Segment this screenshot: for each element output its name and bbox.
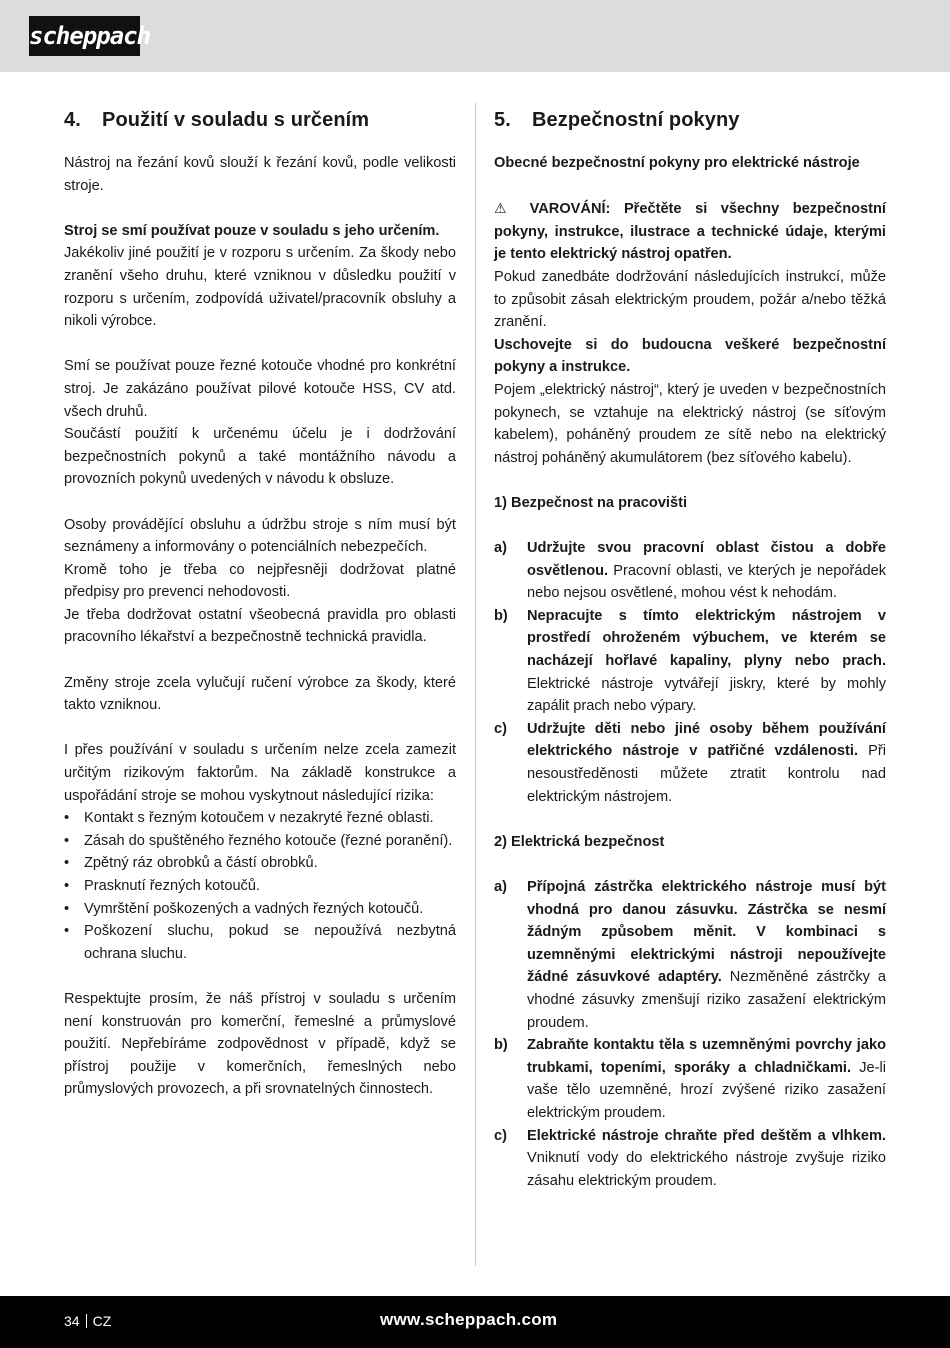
website-link[interactable]: www.scheppach.com [380,1310,558,1329]
paragraph: Jakékoliv jiné použití je v rozporu s určením. Za škody nebo zranění všeho druhu, které vzniknou v důsledku použití v rozporu s určením, zodpovídá uživatel/pracovník obsluhy a nikoli výrobce. [64,245,456,330]
paragraph-bold: Stroj se smí používat pouze v souladu s jeho určením. [64,222,440,239]
right-column [494,108,886,1192]
section-5-heading [494,108,886,132]
item-text: Vniknutí vody do elektrického nástroje zvyšuje riziko zásahu elektrickým proudem. [527,1150,886,1189]
warning-text: VAROVÁNÍ: Přečtěte si všechny bezpečnostní pokyny, instrukce, ilustrace a technické údaje, kterými je tento elektrický nástroj opatřen. [494,201,886,263]
item-label: a) [494,540,507,557]
item-bold-text: Nepracujte s tímto elektrickým nástrojem v prostředí ohroženém výbuchem, ve kterém se nacházejí hořlavé kapaliny, plyny nebo prach. [527,607,886,670]
item-text: Nezměněné zástrčky a vhodné zásuvky zmenšují riziko zasažení elektrickým proudem. [527,969,886,1031]
item-bold-text: Udržujte svou pracovní oblast čistou a dobře osvětlenou. [527,540,886,579]
subsection-title: 2) Elektrická bezpečnost [494,833,665,850]
footer-bar [0,1296,950,1348]
item-bold-text: Elektrické nástroje chraňte před deštěm a vlhkem. [527,1127,886,1144]
section-title: Bezpečnostní pokyny [532,109,740,131]
paragraph: Osoby provádějící obsluhu a údržbu stroje s ním musí být seznámeny a informovány o potenciálních nebezpečích. [64,516,456,556]
warning-paragraph [494,197,886,266]
list-item: • Vymrštění poškozených a vadných řezných kotoučů. [64,898,456,921]
section-number: 4. [64,109,81,131]
separator [86,1314,87,1328]
list-item: • Kontakt s řezným kotoučem v nezakryté řezné oblasti. [64,807,456,830]
list-item [494,876,886,1034]
section-4-heading [64,108,456,132]
left-column [64,108,456,1101]
page-number [64,1311,111,1331]
warning-icon: ⚠ [494,200,517,217]
paragraph: Kromě toho je třeba co nejpřesněji dodržovat platné předpisy pro prevenci nehodovosti. [64,561,456,601]
header-bar [0,0,950,72]
item-label: c) [494,1127,507,1144]
list-item [494,1125,886,1193]
risk-list [64,807,456,965]
column-divider [475,103,476,1266]
paragraph: Změny stroje zcela vylučují ručení výrobce za škody, které takto vzniknou. [64,674,456,714]
brand-logo: scheppach [29,16,140,56]
paragraph: Respektujte prosím, že náš přístroj v souladu s určením není konstruován pro komerční, řemeslné a průmyslové použití. Nepřebíráme zodpovědnost v případě, když se přístroj použije v komerčních, řemeslných nebo průmyslových provozech, a při srovnatelných činnostech. [64,990,456,1098]
item-bold-text: Přípojná zástrčka elektrického nástroje musí být vhodná pro danou zásuvku. Zástrčka se nesmí žádným způsobem měnit. V kombinaci s uzemněnými elektrickými nástroji nepoužívejte žádné zásuvkové adaptéry. [527,879,886,986]
paragraph: Pokud zanedbáte dodržování následujících instrukcí, může to způsobit zásah elektrickým proudem, požár a/nebo těžká zranění. [494,268,886,331]
section-number: 5. [494,109,511,131]
item-text: Pracovní oblasti, ve kterých je nepořádek nebo nejsou osvětlené, mohou vést k nehodám. [527,562,886,602]
paragraph: Nástroj na řezání kovů slouží k řezání kovů, podle velikosti stroje. [64,155,456,194]
language-code: CZ [92,1313,112,1329]
list-item: • Poškození sluchu, pokud se nepoužívá nezbytná ochrana sluchu. [64,920,456,965]
item-text: Elektrické nástroje vytvářejí jiskry, které by mohly zapálit prach nebo výpary. [527,675,886,715]
item-bold-text: Udržujte děti nebo jiné osoby během používání elektrického nástroje v patřičné vzdálenosti. [527,720,886,760]
item-label: b) [494,1037,508,1054]
paragraph: Je třeba dodržovat ostatní všeobecná pravidla pro oblasti pracovního lékařství a bezpečnostně technická pravidla. [64,606,456,646]
page-number-value: 34 [64,1313,80,1329]
section-title: Použití v souladu s určením [102,109,370,131]
list-item [494,537,886,605]
paragraph: I přes používání v souladu s určením nelze zcela zamezit určitým rizikovým faktorům. Na základě konstrukce a uspořádání stroje se mohou vyskytnout následující rizika: [64,742,456,804]
paragraph-bold: Uschovejte si do budoucna veškeré bezpečnostní pokyny a instrukce. [494,336,886,376]
paragraph: Součástí použití k určenému účelu je i dodržování bezpečnostních pokynů a také montážního návodu a provozních pokynů uvedených v návodu k obsluze. [64,426,456,488]
item-text: Při nesoustředěnosti můžete ztratit kontrolu nad elektrickým nástrojem. [527,743,886,805]
subtitle: Obecné bezpečnostní pokyny pro elektrické nástroje [494,155,860,171]
list-item [494,1034,886,1124]
list-item: • Zpětný ráz obrobků a částí obrobků. [64,852,456,875]
list-item [494,718,886,808]
subsection-title: 1) Bezpečnost na pracovišti [494,494,688,511]
item-label: a) [494,879,507,895]
list-item: • Prasknutí řezných kotoučů. [64,875,456,898]
item-text: Je-li vaše tělo uzemněné, hrozí zvýšené riziko zasažení elektrickým proudem. [527,1059,887,1121]
item-label: c) [494,720,507,737]
paragraph: Pojem „elektrický nástroj“, který je uveden v bezpečnostních pokynech, se vztahuje na elektrický nástroj (se síťovým kabelem), poháněný proudem ze sítě nebo na elektrický nástroj poháněný akumulátorem (bez síťového kabelu). [494,381,886,466]
list-item [494,605,886,718]
paragraph: Smí se používat pouze řezné kotouče vhodné pro konkrétní stroj. Je zakázáno používat pilové kotouče HSS, CV atd. všech druhů. [64,358,456,420]
item-bold-text: Zabraňte kontaktu těla s uzemněnými povrchy jako trubkami, topeními, sporáky a chladničkami. [527,1037,886,1076]
item-label: b) [494,607,508,624]
list-item: • Zásah do spuštěného řezného kotouče (řezné poranění). [64,830,456,853]
